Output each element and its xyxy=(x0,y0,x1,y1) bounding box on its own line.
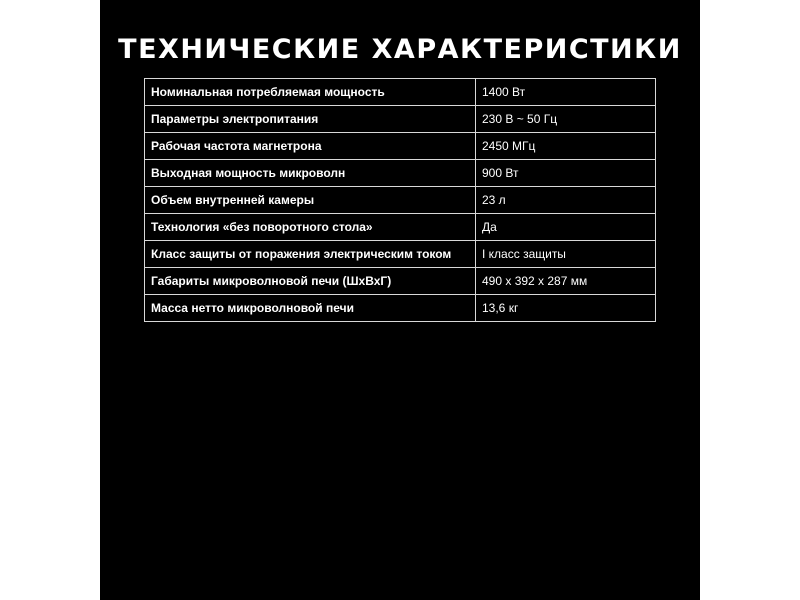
spec-param-no-turntable: Технология «без поворотного стола» xyxy=(145,214,476,241)
table-row xyxy=(145,241,656,268)
page-title: ТЕХНИЧЕСКИЕ ХАРАКТЕРИСТИКИ xyxy=(118,34,682,65)
spec-value-no-turntable: Да xyxy=(476,214,656,241)
table-row xyxy=(145,214,656,241)
spec-param-dimensions: Габариты микроволновой печи (ШхВхГ) xyxy=(145,268,476,295)
table-row xyxy=(145,160,656,187)
spec-value-chamber-volume: 23 л xyxy=(476,187,656,214)
spec-value-power-supply: 230 В ~ 50 Гц xyxy=(476,106,656,133)
spec-value-power-consumption: 1400 Вт xyxy=(476,79,656,106)
spec-value-protection-class: I класс защиты xyxy=(476,241,656,268)
spec-param-power-supply: Параметры электропитания xyxy=(145,106,476,133)
spec-param-microwave-output: Выходная мощность микроволн xyxy=(145,160,476,187)
spec-param-net-weight: Масса нетто микроволновой печи xyxy=(145,295,476,322)
spec-param-power-consumption: Номинальная потребляемая мощность xyxy=(145,79,476,106)
table-row xyxy=(145,106,656,133)
spec-value-magnetron-frequency: 2450 МГц xyxy=(476,133,656,160)
spec-param-protection-class: Класс защиты от поражения электрическим током xyxy=(145,241,476,268)
spec-value-microwave-output: 900 Вт xyxy=(476,160,656,187)
spec-param-chamber-volume: Объем внутренней камеры xyxy=(145,187,476,214)
table-row xyxy=(145,268,656,295)
table-row xyxy=(145,133,656,160)
spec-value-dimensions: 490 х 392 х 287 мм xyxy=(476,268,656,295)
table-row xyxy=(145,295,656,322)
table-row xyxy=(145,79,656,106)
table-row xyxy=(145,187,656,214)
spec-value-net-weight: 13,6 кг xyxy=(476,295,656,322)
spec-table xyxy=(144,78,656,322)
spec-panel xyxy=(100,0,700,600)
spec-param-magnetron-frequency: Рабочая частота магнетрона xyxy=(145,133,476,160)
